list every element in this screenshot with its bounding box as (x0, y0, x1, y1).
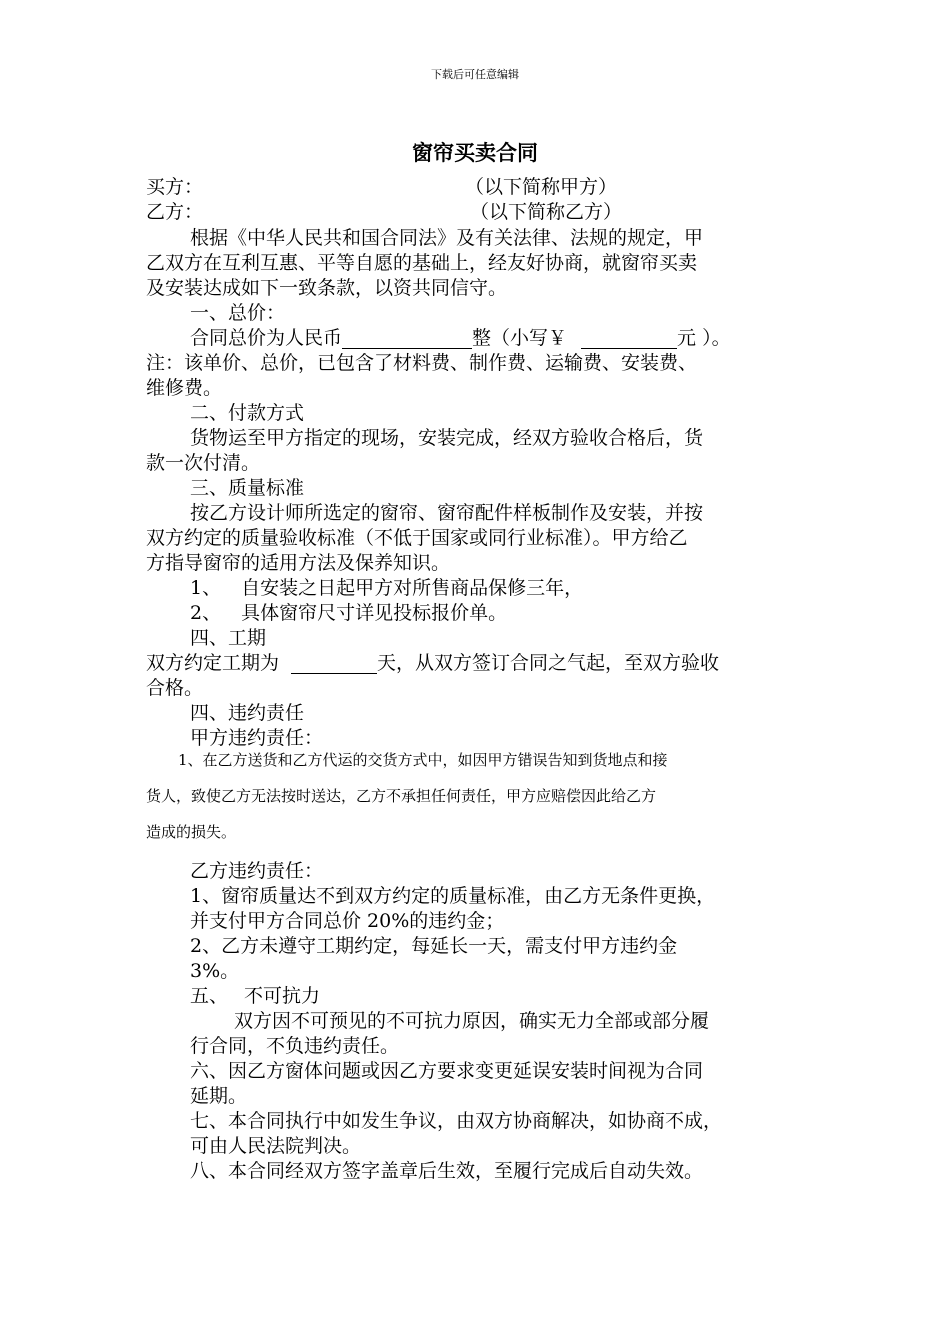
body-line: 款一次付清。 (146, 452, 261, 474)
schedule-suffix: 天，从双方签订合同之气起，至双方验收 (377, 652, 720, 674)
section-heading (190, 985, 880, 1007)
document-title: 窗帘买卖合同 (412, 140, 538, 165)
body-line: 双方约定的质量验收标准（不低于国家或同行业标准）。甲方给乙 (146, 527, 688, 549)
small-body-line: 1、在乙方送货和乙方代运的交货方式中，如因甲方错误告知到货地点和接 (178, 751, 668, 769)
body-line: 按乙方设计师所选定的窗帘、窗帘配件样板制作及安装，并按 (190, 502, 704, 524)
body-line: 2、乙方未遵守工期约定，每延长一天，需支付甲方违约金 (190, 935, 678, 957)
section-heading: 三、质量标准 (190, 477, 305, 499)
price-blank (342, 330, 472, 349)
body-line: 3%。 (190, 960, 240, 982)
seller-label: 乙方： (146, 201, 204, 223)
list-text: 具体窗帘尺寸详见投标报价单。 (241, 602, 508, 624)
small-body-line: 货人，致使乙方无法按时送达，乙方不承担任何责任，甲方应赔偿因此给乙方 (146, 787, 657, 805)
list-item (190, 602, 880, 624)
buyer-label: 买方： (146, 176, 204, 198)
list-text: 自安装之日起甲方对所售商品保修三年， (241, 577, 584, 599)
small-body-line: 造成的损失。 (146, 823, 237, 841)
seller-note: （以下简称乙方） (470, 201, 623, 223)
price-line (190, 327, 880, 349)
intro-line: 根据《中华人民共和国合同法》及有关法律、法规的规定，甲 (190, 227, 704, 249)
days-blank (291, 655, 377, 674)
price-suffix: 元 ）。 (677, 327, 731, 349)
price-prefix: 合同总价为人民币 (190, 327, 343, 349)
body-line: 双方因不可预见的不可抗力原因，确实无力全部或部分履 (234, 1010, 710, 1032)
section-heading: 四、违约责任 (190, 702, 305, 724)
body-line: 行合同，不负违约责任。 (190, 1035, 400, 1057)
body-line: 并支付甲方合同总价 20%的违约金； (190, 910, 505, 932)
buyer-line (146, 176, 836, 198)
clause-line: 七、本合同执行中如发生争议，由双方协商解决，如协商不成， (190, 1110, 723, 1132)
body-line: 方指导窗帘的适用方法及保养知识。 (146, 552, 451, 574)
intro-line: 及安装达成如下一致条款，以资共同信守。 (146, 277, 508, 299)
note-line: 维修费。 (146, 377, 223, 399)
clause-line: 可由人民法院判决。 (190, 1135, 362, 1157)
price-figure-blank (581, 330, 677, 349)
list-number: 1、 (190, 577, 222, 599)
clause-line: 八、本合同经双方签字盖章后生效，至履行完成后自动失效。 (190, 1160, 704, 1182)
section-heading: 二、付款方式 (190, 402, 305, 424)
subheading: 甲方违约责任： (190, 727, 324, 749)
intro-line: 乙双方在互利互惠、平等自愿的基础上，经友好协商，就窗帘买卖 (146, 252, 698, 274)
header-note: 下载后可任意编辑 (431, 68, 519, 81)
heading-number: 五、 (190, 985, 229, 1007)
body-line: 1、窗帘质量达不到双方约定的质量标准，由乙方无条件更换， (190, 885, 716, 907)
subheading: 乙方违约责任： (190, 860, 324, 882)
heading-text: 不可抗力 (244, 985, 321, 1007)
section-heading: 一、总价： (190, 302, 286, 324)
clause-line: 六、因乙方窗体问题或因乙方要求变更延误安装时间视为合同 (190, 1060, 704, 1082)
schedule-line (146, 652, 836, 674)
section-heading: 四、工期 (190, 627, 267, 649)
body-line: 合格。 (146, 677, 204, 699)
note-line: 注：该单价、总价，已包含了材料费、制作费、运输费、安装费、 (146, 352, 698, 374)
list-number: 2、 (190, 602, 222, 624)
clause-line: 延期。 (190, 1085, 248, 1107)
body-line: 货物运至甲方指定的现场，安装完成，经双方验收合格后，货 (190, 427, 704, 449)
seller-line (146, 201, 836, 223)
list-item (190, 577, 880, 599)
price-mid: 整（小写￥ (472, 327, 568, 349)
schedule-prefix: 双方约定工期为 (146, 652, 280, 674)
buyer-note: （以下简称甲方） (465, 176, 618, 198)
